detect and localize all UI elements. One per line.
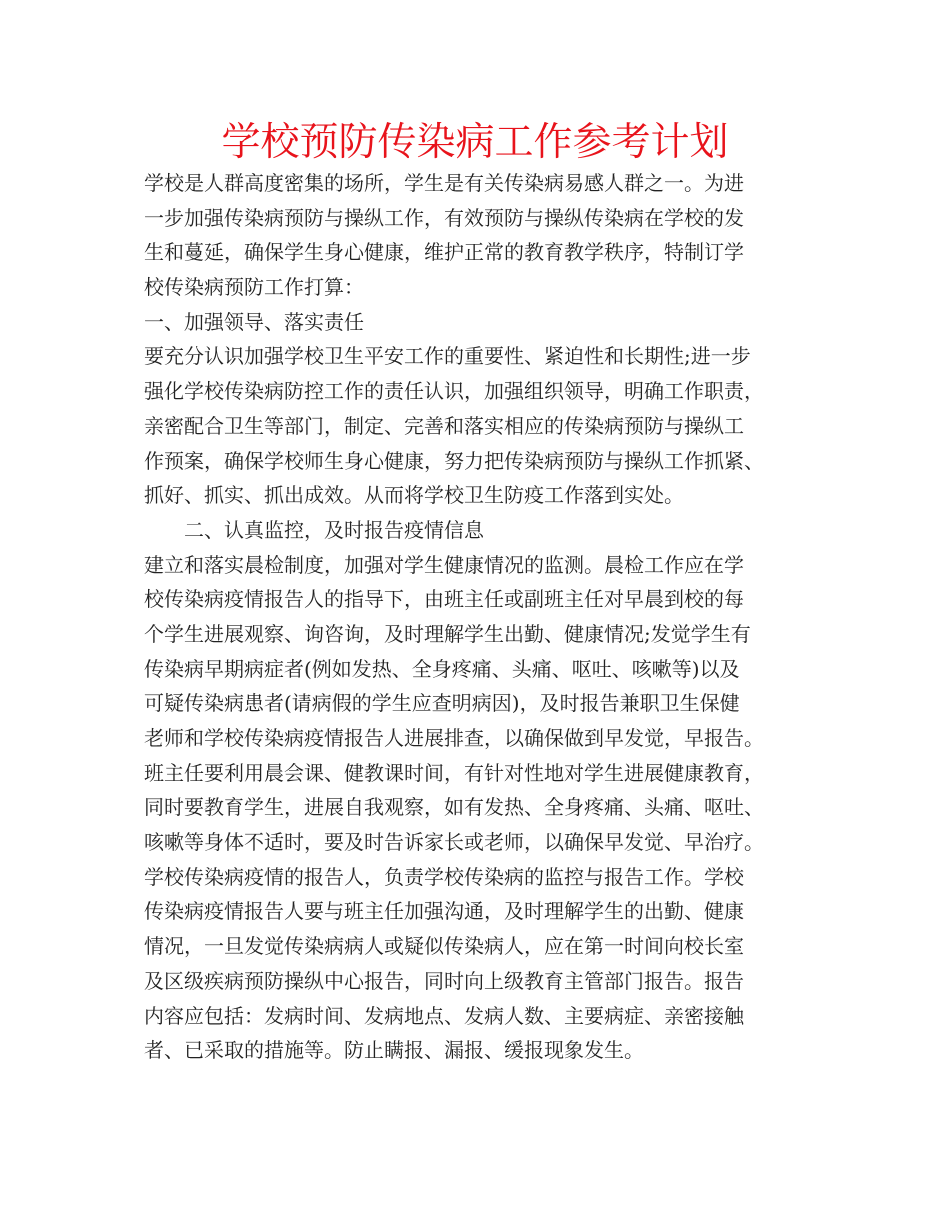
paragraph-line: 学校传染病疫情的报告人，负责学校传染病的监控与报告工作。学校 bbox=[144, 864, 744, 889]
document-body bbox=[144, 166, 834, 1068]
paragraph-line: 亲密配合卫生等部门，制定、完善和落实相应的传染病预防与操纵工 bbox=[144, 413, 744, 438]
paragraph-line: 老师和学校传染病疫情报告人进展排查，以确保做到早发觉，早报告。 bbox=[144, 726, 764, 750]
paragraph-line: 建立和落实晨检制度，加强对学生健康情况的监测。晨检工作应在学 bbox=[144, 552, 744, 577]
paragraph-line: 传染病疫情报告人要与班主任加强沟通，及时理解学生的出勤、健康 bbox=[144, 899, 744, 924]
paragraph-line: 传染病早期病症者(例如发热、全身疼痛、头痛、呕吐、咳嗽等)以及 bbox=[144, 656, 740, 681]
paragraph-line: 学校是人群高度密集的场所，学生是有关传染病易感人群之一。为进 bbox=[144, 171, 744, 195]
paragraph-line: 同时要教育学生，进展自我观察，如有发热、全身疼痛、头痛、呕吐、 bbox=[144, 795, 764, 820]
paragraph-line: 可疑传染病患者(请病假的学生应查明病因)，及时报告兼职卫生保健 bbox=[144, 691, 740, 716]
paragraph-line: 内容应包括：发病时间、发病地点、发病人数、主要病症、亲密接触 bbox=[144, 1003, 744, 1028]
section-heading: 一、加强领导、落实责任 bbox=[144, 309, 364, 334]
paragraph-line: 及区级疾病预防操纵中心报告，同时向上级教育主管部门报告。报告 bbox=[144, 968, 744, 993]
paragraph-line: 情况，一旦发觉传染病病人或疑似传染病人，应在第一时间向校长室 bbox=[144, 934, 744, 959]
paragraph-line: 作预案，确保学校师生身心健康，努力把传染病预防与操纵工作抓紧、 bbox=[144, 448, 764, 473]
paragraph-line: 者、已采取的措施等。防止瞒报、漏报、缓报现象发生。 bbox=[144, 1038, 644, 1063]
paragraph-line: 班主任要利用晨会课、健教课时间，有针对性地对学生进展健康教育， bbox=[144, 760, 764, 785]
paragraph-line: 校传染病预防工作打算： bbox=[144, 275, 364, 300]
document-title: 学校预防传染病工作参考计划 bbox=[221, 120, 729, 165]
paragraph-line: 生和蔓延，确保学生身心健康，维护正常的教育教学秩序，特制订学 bbox=[144, 240, 744, 265]
paragraph-line: 抓好、抓实、抓出成效。从而将学校卫生防疫工作落到实处。 bbox=[144, 483, 684, 508]
paragraph-line: 个学生进展观察、询咨询，及时理解学生出勤、健康情况;发觉学生有 bbox=[144, 621, 751, 646]
paragraph-line: 强化学校传染病防控工作的责任认识，加强组织领导，明确工作职责， bbox=[144, 379, 764, 404]
paragraph-line: 校传染病疫情报告人的指导下，由班主任或副班主任对早晨到校的每 bbox=[144, 587, 744, 612]
section-heading: 二、认真监控，及时报告疫情信息 bbox=[184, 517, 484, 542]
paragraph-line: 要充分认识加强学校卫生平安工作的重要性、紧迫性和长期性;进一步 bbox=[144, 344, 751, 369]
paragraph-line: 一步加强传染病预防与操纵工作，有效预防与操纵传染病在学校的发 bbox=[144, 205, 744, 230]
paragraph-line: 咳嗽等身体不适时，要及时告诉家长或老师，以确保早发觉、早治疗。 bbox=[144, 830, 764, 855]
